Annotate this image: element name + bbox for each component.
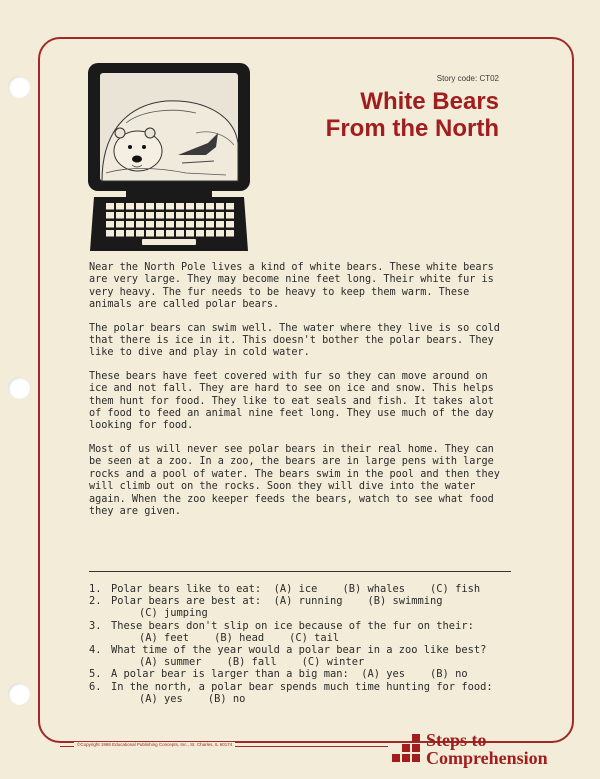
binder-hole-top xyxy=(8,76,30,98)
question-item xyxy=(89,583,519,595)
question-number: 3. xyxy=(89,619,102,632)
keyboard-key xyxy=(106,203,114,210)
keyboard-key xyxy=(196,221,204,228)
question-list xyxy=(89,583,519,705)
paragraph: These bears have feet covered with fur so they can move around on ice and not fall. They are hard to see on ice and snow. This helps them hunt for food. They like to eat seals and fish. It takes alot of food to feed an animal nine feet long. They use much of the day looking for food. xyxy=(89,370,494,432)
keyboard-key xyxy=(176,203,184,210)
keyboard-key xyxy=(186,221,194,228)
laptop-polar-bear-illustration xyxy=(86,63,252,253)
keyboard-key xyxy=(176,230,184,237)
keyboard-key xyxy=(216,212,224,219)
question-options: (A) summer (B) fall (C) winter xyxy=(139,656,365,669)
question-item xyxy=(89,595,519,619)
question-number: 2. xyxy=(89,595,102,608)
question-item xyxy=(89,620,519,644)
keyboard-key xyxy=(156,230,164,237)
keyboard-key xyxy=(176,212,184,219)
paragraph: The polar bears can swim well. The water where they live is so cold that there is ice in it. This doesn't bother the polar bears. They like to dive and play in cold water. xyxy=(89,322,500,359)
copyright-notice: ©Copyright 1986 Educational Publishing Concepts, Inc., St. Charles, IL 60174 xyxy=(74,742,235,747)
question-text: What time of the year would a polar bear in a zoo like best? xyxy=(111,644,487,657)
keyboard-key xyxy=(216,230,224,237)
keyboard-key xyxy=(166,203,174,210)
question-text: Polar bears like to eat: (A) ice (B) whales (C) fish xyxy=(111,583,481,595)
keyboard-key xyxy=(176,221,184,228)
brand-line-1: Steps to xyxy=(426,730,487,750)
keyboard-key xyxy=(146,230,154,237)
keyboard-key xyxy=(206,221,214,228)
keyboard-key xyxy=(116,230,124,237)
keyboard-key xyxy=(136,230,144,237)
question-text: A polar bear is larger than a big man: (A) yes (B) no xyxy=(111,668,468,681)
keyboard-key xyxy=(116,221,124,228)
question-options: (A) feet (B) head (C) tail xyxy=(139,631,340,644)
keyboard-key xyxy=(226,230,234,237)
keyboard-key xyxy=(126,221,134,228)
title-line-2: From the North xyxy=(325,115,499,142)
question-number: 6. xyxy=(89,680,102,693)
steps-blocks-icon xyxy=(392,732,422,766)
keyboard-key xyxy=(116,212,124,219)
keyboard-key xyxy=(146,221,154,228)
binder-hole-middle xyxy=(8,377,30,399)
keyboard-key xyxy=(226,203,234,210)
keyboard-key xyxy=(126,203,134,210)
keyboard-key xyxy=(116,203,124,210)
story-code: Story code: CT02 xyxy=(436,74,499,83)
question-options: (C) jumping xyxy=(139,607,208,620)
page-title xyxy=(326,88,499,142)
keyboard-key xyxy=(126,230,134,237)
question-text: These bears don't slip on ice because of the fur on their: xyxy=(111,619,474,632)
paragraph: Near the North Pole lives a kind of white bears. These white bears are very large. They may become nine feet long. Their white fur is very heavy. The fur needs to be heavy to keep them warm. These animals are called polar bears. xyxy=(89,262,494,311)
question-number: 4. xyxy=(89,644,102,657)
keyboard-key xyxy=(206,230,214,237)
keyboard-key xyxy=(186,230,194,237)
keyboard-key xyxy=(146,203,154,210)
paragraph: Most of us will never see polar bears in their real home. They can be seen at a zoo. In a zoo, the bears are in large pens with large rocks and a pool of water. The bears swim in the pool and then they will climb out on the rocks. Soon they will dive into the water again. When the zoo keeper feeds the bears, watch to see what food they are given. xyxy=(89,443,500,517)
brand-logo xyxy=(392,731,548,767)
brand-line-2: Comprehension xyxy=(426,748,548,768)
keyboard-key xyxy=(136,221,144,228)
keyboard-key xyxy=(106,212,114,219)
question-number: 5. xyxy=(89,668,102,681)
question-text: Polar bears are best at: (A) running (B) swimming xyxy=(111,595,443,608)
keyboard-key xyxy=(136,212,144,219)
keyboard-key xyxy=(186,203,194,210)
keyboard-key xyxy=(226,212,234,219)
keyboard-key xyxy=(126,212,134,219)
keyboard-key xyxy=(206,212,214,219)
keyboard-key xyxy=(106,230,114,237)
keyboard-key xyxy=(156,203,164,210)
keyboard-key xyxy=(206,203,214,210)
keyboard-key xyxy=(186,212,194,219)
question-item xyxy=(89,681,519,705)
question-item xyxy=(89,644,519,668)
keyboard-key xyxy=(146,212,154,219)
section-divider xyxy=(89,571,511,572)
keyboard-key xyxy=(156,212,164,219)
question-number: 1. xyxy=(89,583,102,595)
question-options: (A) yes (B) no xyxy=(139,692,246,705)
story-text xyxy=(89,262,511,529)
keyboard-key xyxy=(166,212,174,219)
keyboard-key xyxy=(226,221,234,228)
question-item xyxy=(89,668,519,680)
question-text: In the north, a polar bear spends much time hunting for food: xyxy=(111,680,493,693)
keyboard-key xyxy=(216,203,224,210)
keyboard-key xyxy=(166,230,174,237)
keyboard-key xyxy=(156,221,164,228)
keyboard-key xyxy=(136,203,144,210)
keyboard-key xyxy=(196,212,204,219)
binder-hole-bottom xyxy=(8,683,30,705)
keyboard-key xyxy=(106,221,114,228)
keyboard-key xyxy=(196,203,204,210)
title-line-1: White Bears xyxy=(360,88,499,115)
keyboard-key xyxy=(216,221,224,228)
keyboard-key xyxy=(166,221,174,228)
keyboard-key xyxy=(196,230,204,237)
